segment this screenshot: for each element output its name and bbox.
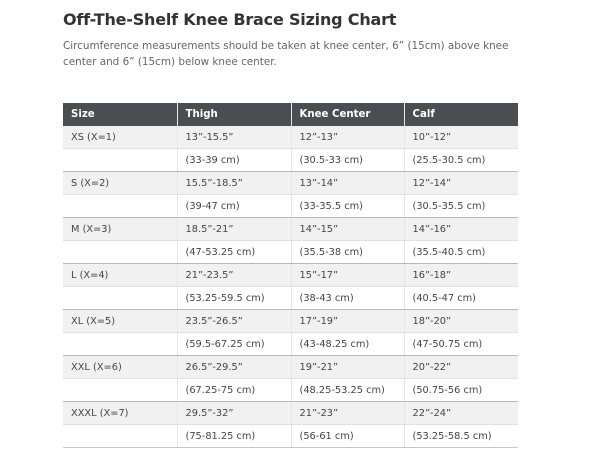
size-cell: XXL (X=6) — [63, 356, 177, 379]
empty-cell — [63, 287, 177, 310]
knee-cm-cell: (43-48.25 cm) — [291, 333, 404, 356]
knee-cm-cell: (35.5-38 cm) — [291, 241, 404, 264]
thigh-cm-cell: (47-53.25 cm) — [177, 241, 291, 264]
calf-inches-cell: 14”-16” — [404, 218, 518, 241]
size-cell: S (X=2) — [63, 172, 177, 195]
knee-inches-cell: 19”-21” — [291, 356, 404, 379]
empty-cell — [63, 195, 177, 218]
measurement-instructions: Circumference measurements should be taken at knee center, 6” (15cm) above knee center and 6” (15cm) below knee center. — [63, 40, 509, 68]
knee-inches-cell: 12”-13” — [291, 126, 404, 149]
table-row — [63, 218, 518, 241]
header-calf: Calf — [404, 103, 518, 126]
table-row — [63, 241, 518, 264]
calf-inches-cell: 22”-24” — [404, 402, 518, 425]
thigh-inches-cell: 13”-15.5” — [177, 126, 291, 149]
thigh-inches-cell: 18.5”-21” — [177, 218, 291, 241]
calf-inches-cell: 16”-18” — [404, 264, 518, 287]
header-knee-center: Knee Center — [291, 103, 404, 126]
empty-cell — [63, 379, 177, 402]
knee-inches-cell: 13”-14” — [291, 172, 404, 195]
calf-inches-cell: 18”-20” — [404, 310, 518, 333]
table-header-row — [63, 103, 518, 126]
calf-inches-cell: 12”-14” — [404, 172, 518, 195]
calf-cm-cell: (35.5-40.5 cm) — [404, 241, 518, 264]
table-row — [63, 287, 518, 310]
thigh-cm-cell: (33-39 cm) — [177, 149, 291, 172]
table-row — [63, 402, 518, 425]
knee-cm-cell: (48.25-53.25 cm) — [291, 379, 404, 402]
table-row — [63, 356, 518, 379]
size-cell: M (X=3) — [63, 218, 177, 241]
header-size: Size — [63, 103, 177, 126]
calf-cm-cell: (25.5-30.5 cm) — [404, 149, 518, 172]
empty-cell — [63, 241, 177, 264]
calf-cm-cell: (40.5-47 cm) — [404, 287, 518, 310]
thigh-inches-cell: 26.5”-29.5” — [177, 356, 291, 379]
calf-inches-cell: 20”-22” — [404, 356, 518, 379]
thigh-cm-cell: (67.25-75 cm) — [177, 379, 291, 402]
table-row — [63, 333, 518, 356]
table-row — [63, 195, 518, 218]
sizing-table — [63, 103, 518, 448]
knee-cm-cell: (56-61 cm) — [291, 425, 404, 448]
empty-cell — [63, 149, 177, 172]
table-row — [63, 264, 518, 287]
calf-inches-cell: 10”-12” — [404, 126, 518, 149]
knee-inches-cell: 14”-15” — [291, 218, 404, 241]
empty-cell — [63, 425, 177, 448]
knee-inches-cell: 21”-23” — [291, 402, 404, 425]
knee-cm-cell: (33-35.5 cm) — [291, 195, 404, 218]
calf-cm-cell: (47-50.75 cm) — [404, 333, 518, 356]
thigh-inches-cell: 29.5”-32” — [177, 402, 291, 425]
table-row — [63, 126, 518, 149]
size-cell: XS (X=1) — [63, 126, 177, 149]
size-cell: XXXL (X=7) — [63, 402, 177, 425]
knee-inches-cell: 17”-19” — [291, 310, 404, 333]
header-thigh: Thigh — [177, 103, 291, 126]
size-cell: L (X=4) — [63, 264, 177, 287]
calf-cm-cell: (30.5-35.5 cm) — [404, 195, 518, 218]
table-row — [63, 149, 518, 172]
thigh-inches-cell: 15.5”-18.5” — [177, 172, 291, 195]
thigh-cm-cell: (75-81.25 cm) — [177, 425, 291, 448]
calf-cm-cell: (53.25-58.5 cm) — [404, 425, 518, 448]
table-row — [63, 425, 518, 448]
knee-inches-cell: 15”-17” — [291, 264, 404, 287]
table-row — [63, 310, 518, 333]
thigh-cm-cell: (53.25-59.5 cm) — [177, 287, 291, 310]
thigh-inches-cell: 23.5”-26.5” — [177, 310, 291, 333]
calf-cm-cell: (50.75-56 cm) — [404, 379, 518, 402]
page-title: Off-The-Shelf Knee Brace Sizing Chart — [63, 10, 397, 29]
thigh-cm-cell: (59.5-67.25 cm) — [177, 333, 291, 356]
thigh-cm-cell: (39-47 cm) — [177, 195, 291, 218]
knee-cm-cell: (30.5-33 cm) — [291, 149, 404, 172]
size-cell: XL (X=5) — [63, 310, 177, 333]
table-row — [63, 172, 518, 195]
empty-cell — [63, 333, 177, 356]
table-row — [63, 379, 518, 402]
knee-cm-cell: (38-43 cm) — [291, 287, 404, 310]
thigh-inches-cell: 21”-23.5” — [177, 264, 291, 287]
